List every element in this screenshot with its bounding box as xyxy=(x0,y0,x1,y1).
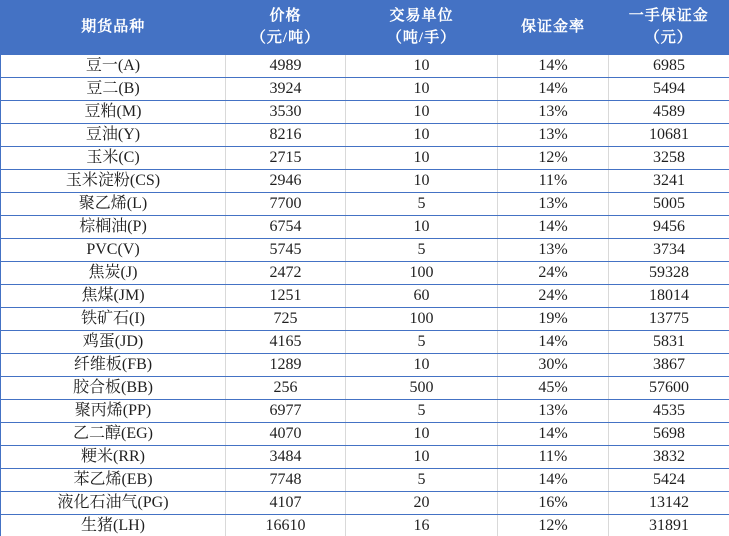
price-cell: 725 xyxy=(226,308,346,331)
margin-rate-cell: 19% xyxy=(498,308,609,331)
table-row xyxy=(1,308,729,331)
table-row xyxy=(1,78,729,101)
price-cell: 4107 xyxy=(226,492,346,515)
table-row xyxy=(1,400,729,423)
margin-rate-cell: 13% xyxy=(498,400,609,423)
variety-cell: 液化石油气(PG) xyxy=(1,492,226,515)
margin-per-lot-cell: 5005 xyxy=(609,193,729,216)
table-row xyxy=(1,331,729,354)
col-header-margin-per-lot xyxy=(609,1,729,55)
variety-cell: 焦煤(JM) xyxy=(1,285,226,308)
margin-per-lot-cell: 3241 xyxy=(609,170,729,193)
margin-per-lot-cell: 5494 xyxy=(609,78,729,101)
table-row xyxy=(1,354,729,377)
col-header-price-label: 价格 xyxy=(269,7,302,24)
price-cell: 2715 xyxy=(226,147,346,170)
margin-per-lot-cell: 57600 xyxy=(609,377,729,400)
trading-unit-cell: 10 xyxy=(346,423,498,446)
margin-per-lot-cell: 10681 xyxy=(609,124,729,147)
col-header-variety xyxy=(1,1,226,55)
table-row xyxy=(1,216,729,239)
table-row xyxy=(1,170,729,193)
variety-cell: 豆粕(M) xyxy=(1,101,226,124)
price-cell: 4070 xyxy=(226,423,346,446)
price-cell: 2946 xyxy=(226,170,346,193)
margin-per-lot-cell: 3258 xyxy=(609,147,729,170)
margin-rate-cell: 14% xyxy=(498,55,609,78)
variety-cell: PVC(V) xyxy=(1,239,226,262)
margin-rate-cell: 14% xyxy=(498,216,609,239)
col-header-margin-rate-label: 保证金率 xyxy=(520,18,585,35)
trading-unit-cell: 10 xyxy=(346,55,498,78)
table-row xyxy=(1,492,729,515)
table-row xyxy=(1,147,729,170)
table-body xyxy=(1,55,729,536)
margin-per-lot-cell: 3867 xyxy=(609,354,729,377)
price-cell: 7700 xyxy=(226,193,346,216)
margin-per-lot-cell: 5698 xyxy=(609,423,729,446)
margin-rate-cell: 14% xyxy=(498,331,609,354)
trading-unit-cell: 5 xyxy=(346,239,498,262)
margin-rate-cell: 30% xyxy=(498,354,609,377)
margin-rate-cell: 11% xyxy=(498,446,609,469)
margin-rate-cell: 13% xyxy=(498,239,609,262)
col-header-price-unit: （元/吨） xyxy=(250,29,321,46)
price-cell: 16610 xyxy=(226,515,346,536)
trading-unit-cell: 10 xyxy=(346,354,498,377)
margin-per-lot-cell: 3832 xyxy=(609,446,729,469)
margin-rate-cell: 12% xyxy=(498,515,609,536)
margin-rate-cell: 13% xyxy=(498,193,609,216)
price-cell: 2472 xyxy=(226,262,346,285)
price-cell: 256 xyxy=(226,377,346,400)
trading-unit-cell: 100 xyxy=(346,262,498,285)
trading-unit-cell: 20 xyxy=(346,492,498,515)
trading-unit-cell: 10 xyxy=(346,147,498,170)
col-header-margin-per-lot-label: 一手保证金 xyxy=(628,7,709,24)
variety-cell: 苯乙烯(EB) xyxy=(1,469,226,492)
trading-unit-cell: 60 xyxy=(346,285,498,308)
variety-cell: 纤维板(FB) xyxy=(1,354,226,377)
trading-unit-cell: 10 xyxy=(346,216,498,239)
margin-per-lot-cell: 4589 xyxy=(609,101,729,124)
margin-rate-cell: 13% xyxy=(498,101,609,124)
trading-unit-cell: 16 xyxy=(346,515,498,536)
price-cell: 4989 xyxy=(226,55,346,78)
col-header-trading-unit xyxy=(346,1,498,55)
trading-unit-cell: 5 xyxy=(346,400,498,423)
variety-cell: 棕榈油(P) xyxy=(1,216,226,239)
col-header-trading-unit-label: 交易单位 xyxy=(389,7,454,24)
margin-rate-cell: 13% xyxy=(498,124,609,147)
price-cell: 6754 xyxy=(226,216,346,239)
table-header xyxy=(1,1,729,55)
table-row xyxy=(1,377,729,400)
trading-unit-cell: 10 xyxy=(346,101,498,124)
col-header-price xyxy=(226,1,346,55)
variety-cell: 玉米(C) xyxy=(1,147,226,170)
margin-per-lot-cell: 31891 xyxy=(609,515,729,536)
price-cell: 3530 xyxy=(226,101,346,124)
margin-rate-cell: 45% xyxy=(498,377,609,400)
margin-rate-cell: 14% xyxy=(498,423,609,446)
table-row xyxy=(1,469,729,492)
trading-unit-cell: 5 xyxy=(346,331,498,354)
variety-cell: 焦炭(J) xyxy=(1,262,226,285)
table-row xyxy=(1,101,729,124)
margin-per-lot-cell: 3734 xyxy=(609,239,729,262)
table-row xyxy=(1,515,729,536)
table-row xyxy=(1,285,729,308)
variety-cell: 粳米(RR) xyxy=(1,446,226,469)
price-cell: 6977 xyxy=(226,400,346,423)
trading-unit-cell: 10 xyxy=(346,170,498,193)
variety-cell: 聚丙烯(PP) xyxy=(1,400,226,423)
table-row xyxy=(1,446,729,469)
margin-rate-cell: 24% xyxy=(498,262,609,285)
margin-rate-cell: 14% xyxy=(498,78,609,101)
margin-per-lot-cell: 5424 xyxy=(609,469,729,492)
variety-cell: 鸡蛋(JD) xyxy=(1,331,226,354)
header-row xyxy=(1,1,729,55)
variety-cell: 豆二(B) xyxy=(1,78,226,101)
variety-cell: 豆一(A) xyxy=(1,55,226,78)
table-row xyxy=(1,124,729,147)
price-cell: 3484 xyxy=(226,446,346,469)
table-row xyxy=(1,423,729,446)
price-cell: 1251 xyxy=(226,285,346,308)
variety-cell: 聚乙烯(L) xyxy=(1,193,226,216)
margin-per-lot-cell: 18014 xyxy=(609,285,729,308)
variety-cell: 生猪(LH) xyxy=(1,515,226,536)
variety-cell: 豆油(Y) xyxy=(1,124,226,147)
margin-per-lot-cell: 6985 xyxy=(609,55,729,78)
trading-unit-cell: 10 xyxy=(346,78,498,101)
trading-unit-cell: 5 xyxy=(346,193,498,216)
margin-per-lot-cell: 13775 xyxy=(609,308,729,331)
col-header-trading-unit-unit: （吨/手） xyxy=(386,29,457,46)
price-cell: 3924 xyxy=(226,78,346,101)
trading-unit-cell: 10 xyxy=(346,446,498,469)
price-cell: 5745 xyxy=(226,239,346,262)
variety-cell: 胶合板(BB) xyxy=(1,377,226,400)
price-cell: 7748 xyxy=(226,469,346,492)
price-cell: 1289 xyxy=(226,354,346,377)
col-header-margin-rate xyxy=(498,1,609,55)
margin-per-lot-cell: 13142 xyxy=(609,492,729,515)
price-cell: 8216 xyxy=(226,124,346,147)
col-header-margin-per-lot-unit: （元） xyxy=(644,29,693,46)
margin-rate-cell: 11% xyxy=(498,170,609,193)
table-row xyxy=(1,193,729,216)
trading-unit-cell: 500 xyxy=(346,377,498,400)
table-row xyxy=(1,262,729,285)
margin-rate-cell: 24% xyxy=(498,285,609,308)
table-row xyxy=(1,239,729,262)
margin-per-lot-cell: 5831 xyxy=(609,331,729,354)
trading-unit-cell: 10 xyxy=(346,124,498,147)
trading-unit-cell: 5 xyxy=(346,469,498,492)
margin-rate-cell: 12% xyxy=(498,147,609,170)
price-cell: 4165 xyxy=(226,331,346,354)
variety-cell: 铁矿石(I) xyxy=(1,308,226,331)
variety-cell: 乙二醇(EG) xyxy=(1,423,226,446)
col-header-variety-label: 期货品种 xyxy=(81,18,146,35)
margin-per-lot-cell: 9456 xyxy=(609,216,729,239)
margin-per-lot-cell: 4535 xyxy=(609,400,729,423)
margin-rate-cell: 14% xyxy=(498,469,609,492)
margin-rate-cell: 16% xyxy=(498,492,609,515)
variety-cell: 玉米淀粉(CS) xyxy=(1,170,226,193)
table-row xyxy=(1,55,729,78)
margin-per-lot-cell: 59328 xyxy=(609,262,729,285)
trading-unit-cell: 100 xyxy=(346,308,498,331)
